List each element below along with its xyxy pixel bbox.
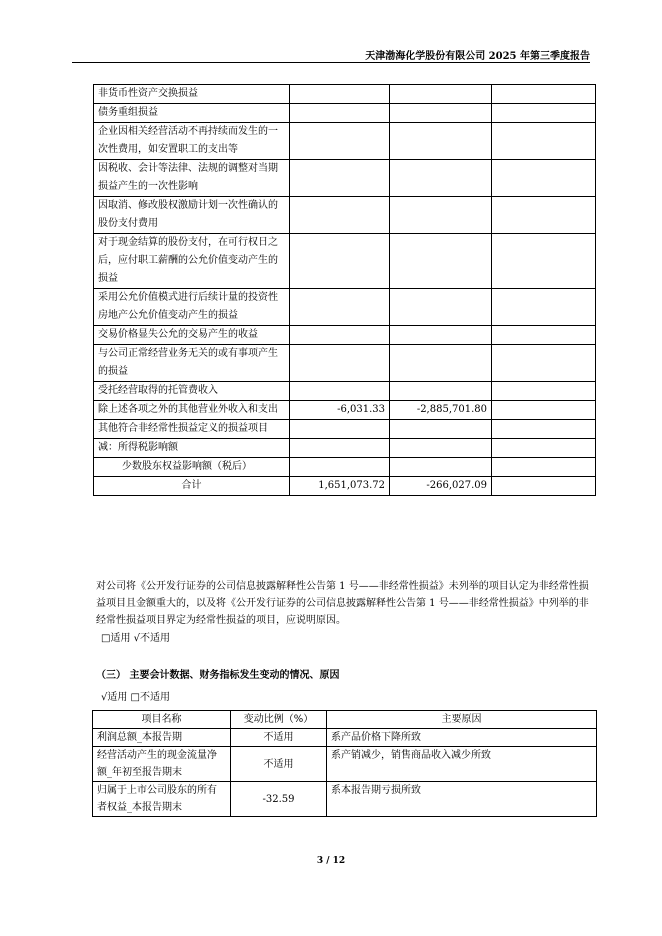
row-item: 非货币性资产交换损益 bbox=[94, 85, 290, 104]
table-row bbox=[94, 326, 596, 345]
row-item: 与公司正常经营业务无关的或有事项产生的损益 bbox=[94, 345, 290, 382]
total-row bbox=[94, 477, 596, 496]
table-row bbox=[94, 234, 596, 289]
row-name: 利润总额_本报告期 bbox=[93, 729, 231, 747]
row-reason: 系本报告期亏损所致 bbox=[327, 782, 597, 817]
row-current bbox=[290, 439, 390, 458]
row-ytd bbox=[390, 160, 492, 197]
header-main-reason: 主要原因 bbox=[327, 711, 597, 729]
row-note bbox=[492, 85, 596, 104]
table-row bbox=[94, 382, 596, 401]
row-ytd bbox=[390, 85, 492, 104]
table-header-row bbox=[93, 711, 597, 729]
table-row bbox=[94, 104, 596, 123]
row-note bbox=[492, 160, 596, 197]
row-ytd bbox=[390, 382, 492, 401]
row-ytd bbox=[390, 420, 492, 439]
row-note bbox=[492, 382, 596, 401]
row-note bbox=[492, 401, 596, 420]
table-row bbox=[94, 439, 596, 458]
header-divider bbox=[72, 62, 590, 63]
row-ytd bbox=[390, 439, 492, 458]
row-ytd: -2,885,701.80 bbox=[390, 401, 492, 420]
change-reasons-table bbox=[92, 710, 597, 817]
page-number: 3 / 12 bbox=[316, 856, 346, 866]
table-row bbox=[93, 747, 597, 782]
row-ytd bbox=[390, 289, 492, 326]
row-current bbox=[290, 160, 390, 197]
row-ytd bbox=[390, 345, 492, 382]
row-ratio: -32.59 bbox=[231, 782, 327, 817]
table-row bbox=[94, 85, 596, 104]
row-ratio: 不适用 bbox=[231, 747, 327, 782]
applicability-option-2: √适用 □不适用 bbox=[101, 692, 170, 703]
row-current bbox=[290, 104, 390, 123]
row-item: 因取消、修改股权激励计划一次性确认的股份支付费用 bbox=[94, 197, 290, 234]
row-current bbox=[290, 458, 390, 477]
row-note bbox=[492, 289, 596, 326]
row-current bbox=[290, 197, 390, 234]
row-note bbox=[492, 234, 596, 289]
row-current bbox=[290, 326, 390, 345]
row-ratio: 不适用 bbox=[231, 729, 327, 747]
table-row bbox=[94, 458, 596, 477]
row-current bbox=[290, 85, 390, 104]
row-note bbox=[492, 420, 596, 439]
row-item: 采用公允价值模式进行后续计量的投资性房地产公允价值变动产生的损益 bbox=[94, 289, 290, 326]
section-3-title: （三） 主要会计数据、财务指标发生变动的情况、原因 bbox=[96, 670, 340, 681]
row-current bbox=[290, 345, 390, 382]
row-reason: 系产品价格下降所致 bbox=[327, 729, 597, 747]
row-note bbox=[492, 345, 596, 382]
row-item: 减：所得税影响额 bbox=[94, 439, 290, 458]
row-current bbox=[290, 420, 390, 439]
row-ytd bbox=[390, 234, 492, 289]
table-row bbox=[94, 160, 596, 197]
applicability-option-1: □适用 √不适用 bbox=[101, 633, 170, 644]
total-label: 合计 bbox=[94, 477, 290, 496]
total-note bbox=[492, 477, 596, 496]
row-name: 归属于上市公司股东的所有者权益_本报告期末 bbox=[93, 782, 231, 817]
row-item: 交易价格显失公允的交易产生的收益 bbox=[94, 326, 290, 345]
row-current bbox=[290, 234, 390, 289]
table-row bbox=[94, 197, 596, 234]
row-item: 企业因相关经营活动不再持续而发生的一次性费用，如安置职工的支出等 bbox=[94, 123, 290, 160]
header-change-ratio: 变动比例（%） bbox=[231, 711, 327, 729]
table-row bbox=[94, 420, 596, 439]
header-item-name: 项目名称 bbox=[93, 711, 231, 729]
row-reason: 系产销减少，销售商品收入减少所致 bbox=[327, 747, 597, 782]
row-ytd bbox=[390, 123, 492, 160]
total-ytd: -266,027.09 bbox=[390, 477, 492, 496]
table-row bbox=[94, 345, 596, 382]
row-note bbox=[492, 458, 596, 477]
report-header: 天津渤海化学股份有限公司 2025 年第三季度报告 bbox=[365, 51, 590, 62]
row-item: 因税收、会计等法律、法规的调整对当期损益产生的一次性影响 bbox=[94, 160, 290, 197]
row-current bbox=[290, 289, 390, 326]
row-current bbox=[290, 382, 390, 401]
row-item: 少数股东权益影响额（税后） bbox=[94, 458, 290, 477]
row-ytd bbox=[390, 104, 492, 123]
row-note bbox=[492, 326, 596, 345]
row-note bbox=[492, 439, 596, 458]
nonrecurring-gains-table bbox=[93, 84, 596, 496]
row-item: 受托经营取得的托管费收入 bbox=[94, 382, 290, 401]
row-ytd bbox=[390, 326, 492, 345]
row-ytd bbox=[390, 458, 492, 477]
row-item: 其他符合非经常性损益定义的损益项目 bbox=[94, 420, 290, 439]
table-row bbox=[94, 123, 596, 160]
row-note bbox=[492, 104, 596, 123]
row-note bbox=[492, 197, 596, 234]
table-row bbox=[93, 782, 597, 817]
row-note bbox=[492, 123, 596, 160]
explanation-paragraph: 对公司将《公开发行证券的公司信息披露解释性公告第 1 号——非经常性损益》未列举的项目认定为非经常性损益项目且金额重大的，以及将《公开发行证券的公司信息披露解释性公告第 1 号——非经常性损益》中列举的非经常性损益项目界定为经常性损益的项目，应说明原因。 bbox=[96, 581, 589, 626]
row-item: 债务重组损益 bbox=[94, 104, 290, 123]
row-ytd bbox=[390, 197, 492, 234]
total-current: 1,651,073.72 bbox=[290, 477, 390, 496]
row-item: 对于现金结算的股份支付，在可行权日之后，应付职工薪酬的公允价值变动产生的损益 bbox=[94, 234, 290, 289]
table-row bbox=[94, 401, 596, 420]
table-row bbox=[94, 289, 596, 326]
row-current: -6,031.33 bbox=[290, 401, 390, 420]
row-current bbox=[290, 123, 390, 160]
table-row bbox=[93, 729, 597, 747]
row-item: 除上述各项之外的其他营业外收入和支出 bbox=[94, 401, 290, 420]
row-name: 经营活动产生的现金流量净额_年初至报告期末 bbox=[93, 747, 231, 782]
